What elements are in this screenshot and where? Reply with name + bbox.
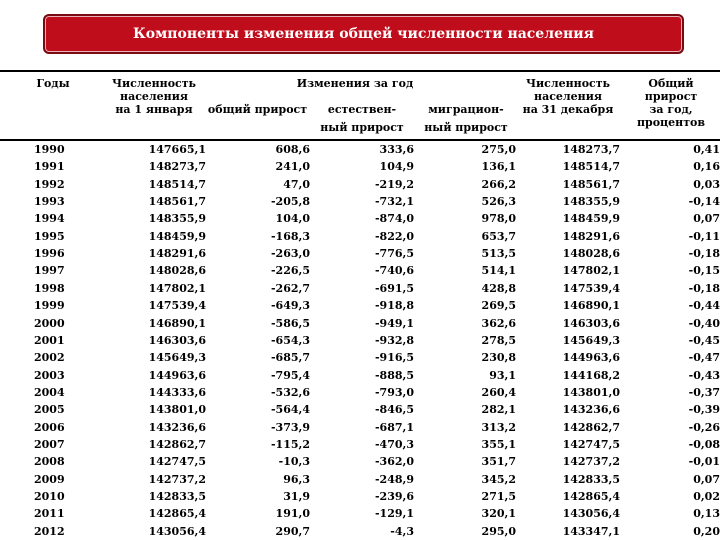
cell-pop-dec: 143801,0 bbox=[562, 385, 620, 399]
cell-pop-jan: 147802,1 bbox=[148, 281, 206, 295]
cell-pop-dec: 148459,9 bbox=[562, 212, 620, 226]
slide-title: Компоненты изменения общей численности населения bbox=[133, 26, 594, 42]
cell-year: 1999 bbox=[34, 299, 65, 313]
cell-natural: -732,1 bbox=[374, 195, 414, 209]
cell-total-growth: 608,6 bbox=[275, 143, 310, 156]
cell-total-growth: -263,0 bbox=[270, 247, 310, 261]
cell-rate: -0,14 bbox=[688, 195, 720, 209]
header-rate-line: Общий bbox=[648, 77, 694, 90]
header-rate bbox=[628, 77, 714, 129]
cell-migration: 271,5 bbox=[481, 490, 516, 503]
cell-pop-dec: 148355,9 bbox=[562, 195, 620, 209]
cell-rate: 0,13 bbox=[693, 507, 720, 521]
cell-year: 2006 bbox=[34, 420, 65, 434]
cell-total-growth: 47,0 bbox=[283, 177, 310, 191]
cell-rate: -0,11 bbox=[688, 229, 720, 243]
cell-rate: -0,37 bbox=[688, 385, 720, 399]
cell-rate: 0,16 bbox=[693, 160, 720, 174]
cell-rate: 0,41 bbox=[693, 143, 720, 156]
cell-rate: 0,07 bbox=[693, 212, 720, 226]
cell-natural: -219,2 bbox=[374, 177, 414, 191]
cell-pop-dec: 142865,4 bbox=[562, 490, 620, 503]
table-row bbox=[0, 158, 720, 175]
header-pop-jan-line: Численность bbox=[111, 77, 197, 90]
cell-migration: 513,5 bbox=[481, 247, 516, 261]
cell-total-growth: -654,3 bbox=[270, 333, 310, 347]
cell-pop-dec: 144963,6 bbox=[562, 351, 620, 365]
cell-rate: -0,40 bbox=[688, 316, 720, 330]
table-row bbox=[0, 210, 720, 227]
cell-migration: 282,1 bbox=[481, 403, 516, 417]
table-top-rule bbox=[0, 70, 720, 72]
cell-migration: 978,0 bbox=[481, 212, 516, 226]
table-row bbox=[0, 176, 720, 193]
cell-total-growth: -564,4 bbox=[270, 403, 310, 417]
table-row bbox=[0, 384, 720, 401]
cell-year: 2008 bbox=[34, 455, 65, 469]
table-row bbox=[0, 332, 720, 349]
table-row bbox=[0, 401, 720, 418]
table-row bbox=[0, 453, 720, 470]
cell-year: 2005 bbox=[34, 403, 65, 417]
cell-rate: -0,39 bbox=[688, 403, 720, 417]
cell-rate: -0,44 bbox=[688, 299, 720, 313]
cell-rate: -0,08 bbox=[688, 437, 720, 451]
table-row bbox=[0, 505, 720, 522]
cell-natural: -918,8 bbox=[374, 299, 414, 313]
cell-pop-jan: 144333,6 bbox=[148, 385, 206, 399]
cell-year: 1998 bbox=[34, 281, 65, 295]
cell-pop-dec: 142833,5 bbox=[562, 472, 620, 486]
header-rate-line: процентов bbox=[636, 116, 706, 129]
cell-natural: -949,1 bbox=[374, 316, 414, 330]
cell-pop-jan: 143236,6 bbox=[148, 420, 206, 434]
cell-pop-jan: 142747,5 bbox=[148, 455, 206, 469]
cell-rate: -0,18 bbox=[688, 247, 720, 261]
cell-pop-jan: 148291,6 bbox=[148, 247, 206, 261]
header-total-growth bbox=[205, 103, 310, 116]
cell-pop-dec: 146303,6 bbox=[562, 316, 620, 330]
cell-pop-jan: 143801,0 bbox=[148, 403, 206, 417]
cell-total-growth: -532,6 bbox=[270, 385, 310, 399]
header-change-group-text: Изменения за год bbox=[296, 77, 414, 90]
cell-year: 2000 bbox=[34, 316, 65, 330]
table-row bbox=[0, 297, 720, 314]
cell-total-growth: 191,0 bbox=[275, 507, 310, 521]
cell-migration: 269,5 bbox=[481, 299, 516, 313]
cell-pop-jan: 148561,7 bbox=[148, 195, 206, 209]
cell-natural: 333,6 bbox=[379, 143, 414, 156]
table-row bbox=[0, 349, 720, 366]
header-years-text: Годы bbox=[36, 77, 70, 90]
cell-natural: -740,6 bbox=[374, 264, 414, 278]
cell-pop-jan: 144963,6 bbox=[148, 368, 206, 382]
table-row bbox=[0, 367, 720, 384]
cell-year: 1992 bbox=[34, 177, 65, 191]
cell-natural: -129,1 bbox=[374, 507, 414, 521]
cell-year: 1993 bbox=[34, 195, 65, 209]
cell-migration: 355,1 bbox=[481, 437, 516, 451]
cell-pop-jan: 145649,3 bbox=[148, 351, 206, 365]
cell-pop-dec: 142747,5 bbox=[562, 437, 620, 451]
cell-pop-jan: 147665,1 bbox=[148, 143, 206, 156]
cell-year: 2002 bbox=[34, 351, 65, 365]
cell-migration: 93,1 bbox=[489, 368, 516, 382]
cell-rate: 0,03 bbox=[693, 177, 720, 191]
cell-year: 1994 bbox=[34, 212, 65, 226]
cell-migration: 278,5 bbox=[481, 333, 516, 347]
cell-year: 1996 bbox=[34, 247, 65, 261]
cell-pop-dec: 148028,6 bbox=[562, 247, 620, 261]
header-migration-line: миграцион- bbox=[428, 103, 504, 116]
cell-migration: 428,8 bbox=[481, 281, 516, 295]
header-pop-jan bbox=[98, 77, 210, 116]
table-row bbox=[0, 523, 720, 540]
header-migration-line: ный прирост bbox=[424, 121, 508, 134]
cell-total-growth: -205,8 bbox=[270, 195, 310, 209]
header-natural-line: ный прирост bbox=[320, 121, 404, 134]
table-row bbox=[0, 471, 720, 488]
cell-pop-jan: 148514,7 bbox=[148, 177, 206, 191]
cell-total-growth: 290,7 bbox=[275, 524, 310, 538]
cell-pop-jan: 146303,6 bbox=[148, 333, 206, 347]
header-rate-line: прирост bbox=[644, 90, 698, 103]
cell-rate: 0,02 bbox=[693, 490, 720, 503]
cell-year: 1995 bbox=[34, 229, 65, 243]
cell-rate: 0,07 bbox=[693, 472, 720, 486]
cell-natural: -932,8 bbox=[374, 333, 414, 347]
cell-total-growth: -795,4 bbox=[270, 368, 310, 382]
cell-migration: 275,0 bbox=[481, 143, 516, 156]
cell-rate: -0,15 bbox=[688, 264, 720, 278]
table-row bbox=[0, 488, 720, 505]
header-pop-dec bbox=[512, 77, 624, 116]
cell-natural: -776,5 bbox=[374, 247, 414, 261]
cell-total-growth: -262,7 bbox=[270, 281, 310, 295]
cell-total-growth: 31,9 bbox=[283, 490, 310, 503]
cell-natural: -874,0 bbox=[374, 212, 414, 226]
cell-pop-jan: 146890,1 bbox=[148, 316, 206, 330]
cell-pop-dec: 148273,7 bbox=[562, 143, 620, 156]
header-change-group bbox=[230, 77, 480, 90]
cell-migration: 351,7 bbox=[481, 455, 516, 469]
cell-pop-dec: 148291,6 bbox=[562, 229, 620, 243]
cell-total-growth: 96,3 bbox=[283, 472, 310, 486]
header-pop-dec-line: на 31 декабря bbox=[522, 103, 614, 116]
cell-migration: 260,4 bbox=[481, 385, 516, 399]
table-row bbox=[0, 419, 720, 436]
cell-total-growth: -168,3 bbox=[270, 229, 310, 243]
table-row bbox=[0, 280, 720, 297]
header-pop-jan-line: на 1 января bbox=[115, 103, 193, 116]
cell-migration: 230,8 bbox=[481, 351, 516, 365]
cell-natural: -916,5 bbox=[374, 351, 414, 365]
cell-year: 2009 bbox=[34, 472, 65, 486]
cell-year: 2012 bbox=[34, 524, 65, 538]
cell-rate: -0,45 bbox=[688, 333, 720, 347]
cell-natural: -470,3 bbox=[374, 437, 414, 451]
cell-natural: -239,6 bbox=[374, 490, 414, 503]
cell-pop-dec: 142862,7 bbox=[562, 420, 620, 434]
header-natural bbox=[312, 103, 412, 134]
cell-pop-dec: 148514,7 bbox=[562, 160, 620, 174]
cell-rate: -0,26 bbox=[688, 420, 720, 434]
cell-pop-dec: 148561,7 bbox=[562, 177, 620, 191]
header-pop-dec-line: населения bbox=[534, 90, 602, 103]
cell-natural: -248,9 bbox=[374, 472, 414, 486]
cell-pop-dec: 143056,4 bbox=[562, 507, 620, 521]
cell-migration: 313,2 bbox=[481, 420, 516, 434]
cell-natural: 104,9 bbox=[379, 160, 414, 174]
cell-natural: -4,3 bbox=[390, 524, 414, 538]
cell-migration: 266,2 bbox=[481, 177, 516, 191]
cell-year: 1997 bbox=[34, 264, 65, 278]
cell-natural: -362,0 bbox=[374, 455, 414, 469]
cell-natural: -846,5 bbox=[374, 403, 414, 417]
cell-total-growth: 241,0 bbox=[275, 160, 310, 174]
cell-total-growth: -649,3 bbox=[270, 299, 310, 313]
cell-natural: -888,5 bbox=[374, 368, 414, 382]
table-row bbox=[0, 436, 720, 453]
cell-year: 2011 bbox=[34, 507, 65, 521]
cell-natural: -687,1 bbox=[374, 420, 414, 434]
cell-pop-dec: 143236,6 bbox=[562, 403, 620, 417]
table-row bbox=[0, 141, 720, 158]
cell-total-growth: -10,3 bbox=[278, 455, 310, 469]
header-pop-dec-line: Численность bbox=[525, 77, 611, 90]
table-row bbox=[0, 262, 720, 279]
slide-title-banner bbox=[43, 14, 684, 54]
cell-total-growth: -373,9 bbox=[270, 420, 310, 434]
cell-year: 2001 bbox=[34, 333, 65, 347]
header-rate-line: за год, bbox=[649, 103, 693, 116]
cell-pop-dec: 147539,4 bbox=[562, 281, 620, 295]
table-row bbox=[0, 193, 720, 210]
cell-year: 2010 bbox=[34, 490, 65, 503]
cell-pop-dec: 144168,2 bbox=[562, 368, 620, 382]
cell-rate: -0,43 bbox=[688, 368, 720, 382]
cell-year: 1991 bbox=[34, 160, 65, 174]
cell-pop-jan: 148459,9 bbox=[148, 229, 206, 243]
cell-total-growth: -685,7 bbox=[270, 351, 310, 365]
cell-total-growth: -586,5 bbox=[270, 316, 310, 330]
header-migration bbox=[416, 103, 516, 134]
cell-rate: -0,47 bbox=[688, 351, 720, 365]
cell-total-growth: -115,2 bbox=[270, 437, 310, 451]
cell-natural: -793,0 bbox=[374, 385, 414, 399]
cell-migration: 362,6 bbox=[481, 316, 516, 330]
table-row bbox=[0, 245, 720, 262]
cell-migration: 514,1 bbox=[481, 264, 516, 278]
cell-pop-dec: 145649,3 bbox=[562, 333, 620, 347]
cell-natural: -822,0 bbox=[374, 229, 414, 243]
table-row bbox=[0, 228, 720, 245]
cell-migration: 295,0 bbox=[481, 524, 516, 538]
cell-rate: 0,20 bbox=[693, 524, 720, 538]
header-pop-jan-line: населения bbox=[120, 90, 188, 103]
cell-rate: -0,01 bbox=[688, 455, 720, 469]
header-natural-line: естествен- bbox=[327, 103, 397, 116]
cell-total-growth: 104,0 bbox=[275, 212, 310, 226]
cell-pop-dec: 146890,1 bbox=[562, 299, 620, 313]
cell-migration: 526,3 bbox=[481, 195, 516, 209]
header-years bbox=[28, 77, 78, 90]
cell-pop-jan: 142833,5 bbox=[148, 490, 206, 503]
cell-pop-dec: 142737,2 bbox=[562, 455, 620, 469]
cell-pop-dec: 147802,1 bbox=[562, 264, 620, 278]
cell-migration: 320,1 bbox=[481, 507, 516, 521]
cell-pop-jan: 147539,4 bbox=[148, 299, 206, 313]
cell-year: 2003 bbox=[34, 368, 65, 382]
cell-pop-dec: 143347,1 bbox=[562, 524, 620, 538]
cell-pop-jan: 148355,9 bbox=[148, 212, 206, 226]
cell-total-growth: -226,5 bbox=[270, 264, 310, 278]
cell-pop-jan: 148028,6 bbox=[148, 264, 206, 278]
cell-pop-jan: 142865,4 bbox=[148, 507, 206, 521]
cell-year: 2004 bbox=[34, 385, 65, 399]
cell-year: 2007 bbox=[34, 437, 65, 451]
cell-year: 1990 bbox=[34, 143, 65, 156]
cell-pop-jan: 142862,7 bbox=[148, 437, 206, 451]
cell-pop-jan: 148273,7 bbox=[148, 160, 206, 174]
cell-migration: 136,1 bbox=[481, 160, 516, 174]
cell-migration: 345,2 bbox=[481, 472, 516, 486]
cell-pop-jan: 143056,4 bbox=[148, 524, 206, 538]
header-total-growth-text: общий прирост bbox=[207, 103, 308, 116]
cell-rate: -0,18 bbox=[688, 281, 720, 295]
cell-natural: -691,5 bbox=[374, 281, 414, 295]
cell-migration: 653,7 bbox=[481, 229, 516, 243]
table-row bbox=[0, 315, 720, 332]
cell-pop-jan: 142737,2 bbox=[148, 472, 206, 486]
